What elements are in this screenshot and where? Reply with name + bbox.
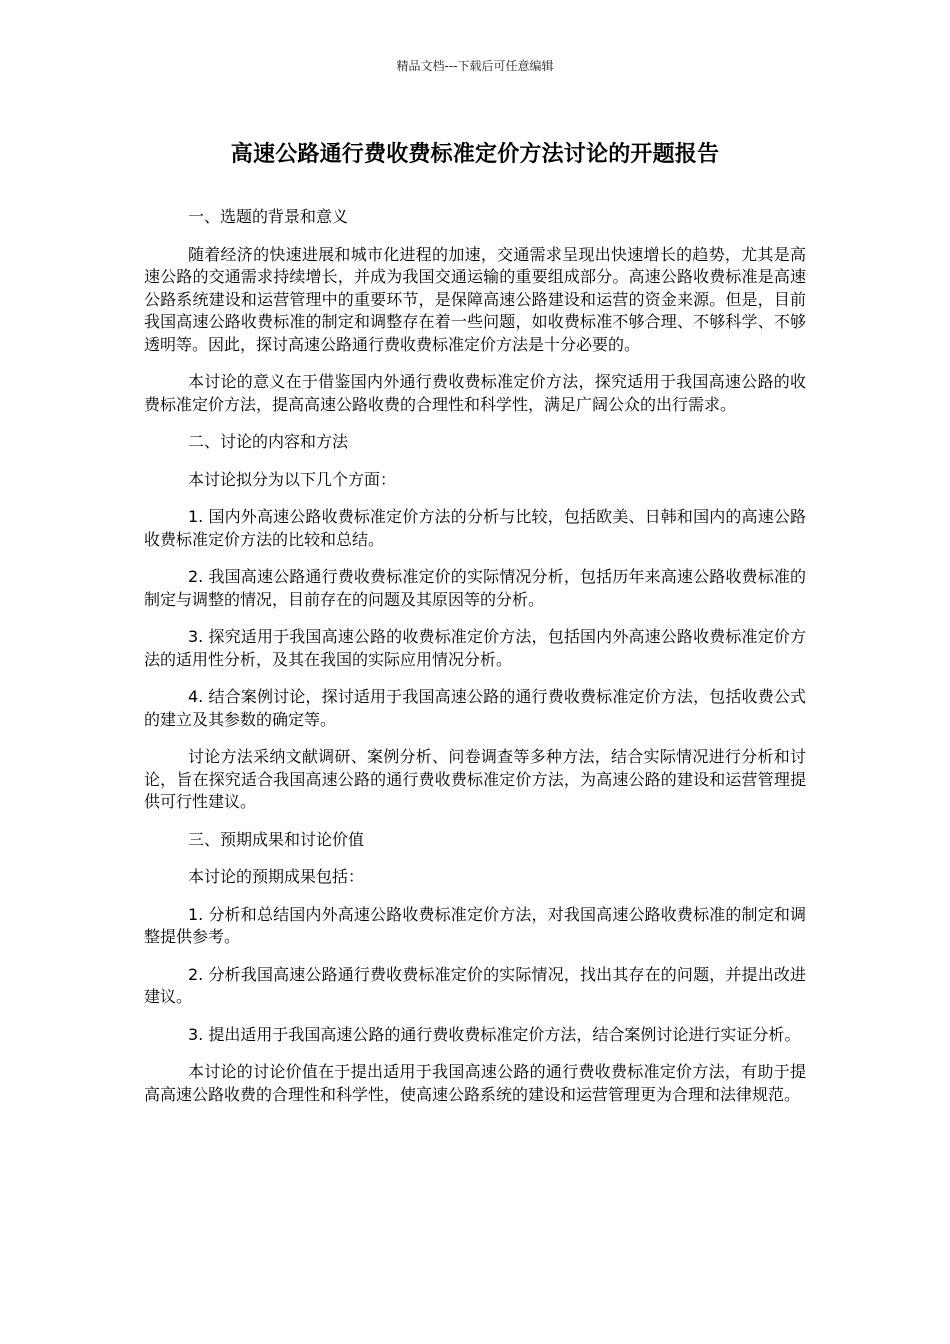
paragraph-results-intro: 本讨论的预期成果包括： bbox=[188, 867, 365, 886]
list-item-content-3: 3. 探究适用于我国高速公路的收费标准定价方法，包括国内外高速公路收费标准定价方法的适用性分析，及其在我国的实际应用情况分析。 bbox=[144, 627, 806, 669]
document-body bbox=[144, 206, 806, 1121]
paragraph-methods: 讨论方法采纳文献调研、案例分析、问卷调查等多种方法，结合实际情况进行分析和讨论，旨在探究适合我国高速公路的通行费收费标准定价方法，为高速公路的建设和运营管理提供可行性建议。 bbox=[144, 747, 806, 811]
paragraph-background: 随着经济的快速进展和城市化进程的加速，交通需求呈现出快速增长的趋势，尤其是高速公路的交通需求持续增长，并成为我国交通运输的重要组成部分。高速公路收费标准是高速公路系统建设和运营管理中的重要环节，是保障高速公路建设和运营的资金来源。但是，目前我国高速公路收费标准的制定和调整存在着一些问题，如收费标准不够合理、不够科学、不够透明等。因此，探讨高速公路通行费收费标准定价方法是十分必要的。 bbox=[144, 244, 806, 354]
section-heading-content-methods: 二、讨论的内容和方法 bbox=[188, 432, 349, 451]
page-header: 精品文档---下载后可任意编辑 bbox=[396, 59, 554, 73]
list-item-result-1: 1. 分析和总结国内外高速公路收费标准定价方法，对我国高速公路收费标准的制定和调整提供参考。 bbox=[144, 904, 806, 946]
section-heading-background: 一、选题的背景和意义 bbox=[188, 207, 349, 226]
list-item-content-2: 2. 我国高速公路通行费收费标准定价的实际情况分析，包括历年来高速公路收费标准的制定与调整的情况，目前存在的问题及其原因等的分析。 bbox=[144, 567, 806, 609]
paragraph-aspects-intro: 本讨论拟分为以下几个方面： bbox=[188, 469, 397, 489]
list-item-content-1: 1. 国内外高速公路收费标准定价方法的分析与比较，包括欧美、日韩和国内的高速公路收费标准定价方法的比较和总结。 bbox=[144, 507, 806, 549]
document-title: 高速公路通行费收费标准定价方法讨论的开题报告 bbox=[230, 142, 720, 167]
list-item-result-2: 2. 分析我国高速公路通行费收费标准定价的实际情况，找出其存在的问题，并提出改进建议。 bbox=[144, 964, 806, 1006]
list-item-result-3: 3. 提出适用于我国高速公路的通行费收费标准定价方法，结合案例讨论进行实证分析。 bbox=[188, 1024, 801, 1044]
paragraph-research-value: 本讨论的讨论价值在于提出适用于我国高速公路的通行费收费标准定价方法，有助于提高高速公路收费的合理性和科学性，使高速公路系统的建设和运营管理更为合理和法律规范。 bbox=[144, 1062, 806, 1104]
paragraph-significance: 本讨论的意义在于借鉴国内外通行费收费标准定价方法，探究适用于我国高速公路的收费标准定价方法，提高高速公路收费的合理性和科学性，满足广阔公众的出行需求。 bbox=[144, 372, 806, 414]
section-heading-expected-results: 三、预期成果和讨论价值 bbox=[188, 829, 365, 849]
list-item-content-4: 4. 结合案例讨论，探讨适用于我国高速公路的通行费收费标准定价方法，包括收费公式的建立及其参数的确定等。 bbox=[144, 687, 806, 729]
